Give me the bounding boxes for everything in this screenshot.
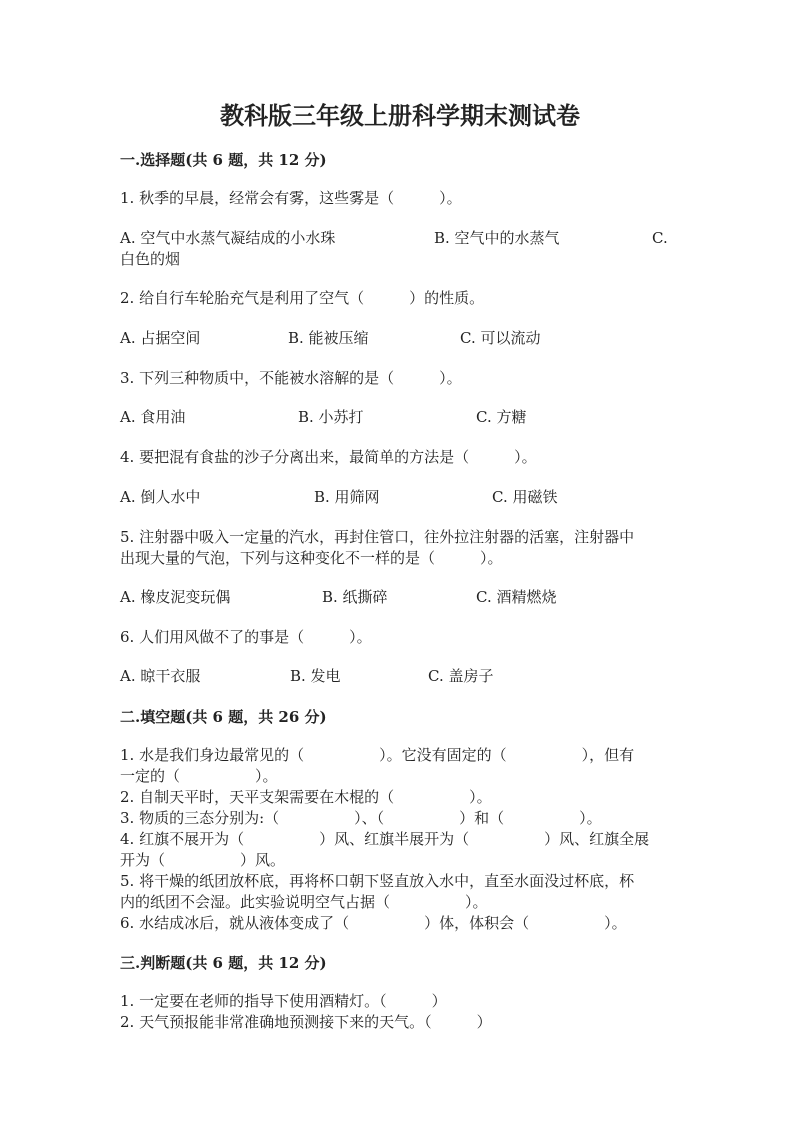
judge-line: 2. 天气预报能非常准确地预测接下来的天气。（ ） [120,1013,492,1031]
option-b: B. 小苏打 [298,408,364,426]
option-b: B. 用筛网 [314,488,380,506]
option-c: C. 酒精燃烧 [476,588,557,606]
option-a: A. 橡皮泥变玩偶 [120,588,231,606]
option-b: B. 纸撕碎 [322,588,388,606]
option-c: C. [652,229,668,247]
fill-line: 6. 水结成冰后，就从液体变成了（ ）体，体积会（ ）。 [120,914,627,932]
fill-line: 开为（ ）风。 [120,851,286,869]
question-stem: 2. 给自行车轮胎充气是利用了空气（ ）的性质。 [120,289,485,307]
fill-line: 一定的（ ）。 [120,767,278,785]
option-a: A. 倒人水中 [120,488,201,506]
fill-line: 内的纸团不会湿。此实验说明空气占据（ ）。 [120,893,488,911]
section-heading-multiple-choice: 一.选择题(共 6 题，共 12 分) [120,151,327,169]
option-b: B. 能被压缩 [288,329,369,347]
section-heading-fill-in: 二.填空题(共 6 题，共 26 分) [120,708,327,726]
page-title: 教科版三年级上册科学期末测试卷 [220,101,580,130]
fill-line: 2. 自制天平时，天平支架需要在木棍的（ ）。 [120,788,492,806]
fill-line: 5. 将干燥的纸团放杯底，再将杯口朝下竖直放入水中，直至水面没过杯底，杯 [120,872,635,890]
fill-line: 4. 红旗不展开为（ ）风、红旗半展开为（ ）风、红旗全展 [120,830,650,848]
question-stem: 5. 注射器中吸入一定量的汽水，再封住管口，往外拉注射器的活塞，注射器中 [120,528,635,546]
option-c: C. 可以流动 [460,329,541,347]
option-c: C. 方糖 [476,408,527,426]
option-a: A. 占据空间 [120,329,201,347]
fill-line: 3. 物质的三态分别为:（ ）、（ ）和（ ）。 [120,809,602,827]
judge-line: 1. 一定要在老师的指导下使用酒精灯。（ ） [120,992,447,1010]
question-stem-continued: 出现大量的气泡，下列与这种变化不一样的是（ ）。 [120,549,503,567]
option-b: B. 发电 [290,667,341,685]
option-c-continued: 白色的烟 [120,250,181,268]
option-a: A. 晾干衣服 [120,667,201,685]
question-stem: 3. 下列三种物质中，不能被水溶解的是（ ）。 [120,369,462,387]
option-b: B. 空气中的水蒸气 [434,229,560,247]
question-stem: 4. 要把混有食盐的沙子分离出来，最简单的方法是（ ）。 [120,448,537,466]
option-c: C. 盖房子 [428,667,494,685]
question-stem: 6. 人们用风做不了的事是（ ）。 [120,628,372,646]
option-c: C. 用磁铁 [492,488,558,506]
option-a: A. 食用油 [120,408,186,426]
fill-line: 1. 水是我们身边最常见的（ ）。它没有固定的（ ），但有 [120,746,635,764]
option-a: A. 空气中水蒸气凝结成的小水珠 [120,229,336,247]
section-heading-true-false: 三.判断题(共 6 题，共 12 分) [120,954,327,972]
question-stem: 1. 秋季的早晨，经常会有雾，这些雾是（ ）。 [120,189,462,207]
